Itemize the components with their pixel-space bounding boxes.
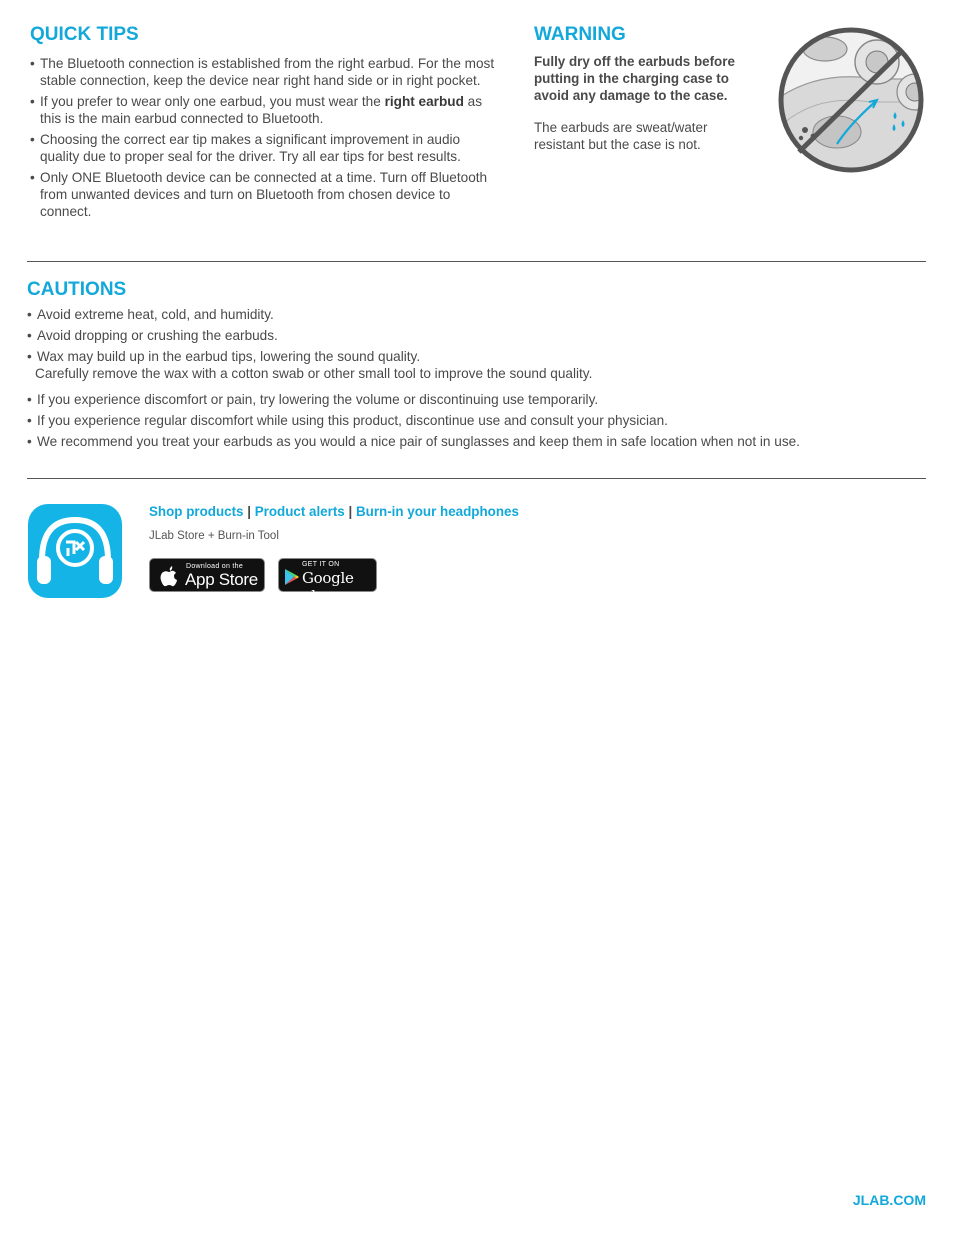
warning-bold-text: Fully dry off the earbuds before putting in the charging case to avoid any damage to the case. bbox=[534, 54, 735, 103]
google-play-icon bbox=[284, 568, 300, 586]
warning-text: The earbuds are sweat/water resistant but the case is not. bbox=[534, 120, 708, 152]
tip-text: If you prefer to wear only one earbud, you must wear the bbox=[40, 94, 385, 109]
quick-tips-list bbox=[30, 55, 500, 224]
warning-heading: WARNING bbox=[534, 24, 626, 45]
google-play-badge[interactable] bbox=[278, 558, 377, 605]
product-alerts-link[interactable]: Product alerts bbox=[254, 504, 345, 519]
section-divider bbox=[27, 478, 926, 479]
cautions-list bbox=[27, 306, 927, 454]
app-links bbox=[149, 504, 519, 519]
app-store-badge[interactable] bbox=[149, 558, 265, 592]
apple-icon bbox=[159, 564, 179, 588]
footer-brand[interactable]: JLAB.COM bbox=[852, 1192, 926, 1208]
cautions-heading: CAUTIONS bbox=[27, 279, 127, 300]
list-item bbox=[30, 93, 500, 127]
list-item: • Wax may build up in the earbud tips, lowering the sound quality. bbox=[27, 348, 927, 365]
list-item: • The Bluetooth connection is established from the right earbud. For the most stable connection, keep the device near right hand side or in right pocket. bbox=[30, 55, 500, 89]
list-item: • Only ONE Bluetooth device can be connected at a time. Turn off Bluetooth from unwanted devices and turn on Bluetooth from chosen device to connect. bbox=[30, 169, 500, 220]
app-store-small-text: Download on the bbox=[186, 563, 244, 570]
list-item-continued: Carefully remove the wax with a cotton swab or other small tool to improve the sound quality. bbox=[35, 366, 593, 381]
list-item: • If you experience discomfort or pain, try lowering the volume or discontinuing use temporarily. bbox=[27, 391, 927, 408]
app-subtitle: JLab Store + Burn-in Tool bbox=[149, 530, 279, 542]
quick-tips-heading: QUICK TIPS bbox=[30, 24, 139, 45]
google-play-big-text: Google play bbox=[302, 569, 354, 605]
link-separator: | bbox=[247, 504, 251, 519]
list-item: • Choosing the correct ear tip makes a significant improvement in audio quality due to proper seal for the driver. Try all ear tips for best results. bbox=[30, 131, 500, 165]
shop-products-link[interactable]: Shop products bbox=[149, 504, 244, 519]
section-divider bbox=[27, 261, 926, 262]
list-item: • Avoid dropping or crushing the earbuds. bbox=[27, 327, 927, 344]
list-item: • If you experience regular discomfort while using this product, discontinue use and consult your physician. bbox=[27, 412, 927, 429]
burn-in-link[interactable]: Burn-in your headphones bbox=[355, 504, 519, 519]
link-separator: | bbox=[348, 504, 353, 519]
list-item: • Avoid extreme heat, cold, and humidity. bbox=[27, 306, 927, 323]
no-wet-earbuds-illustration bbox=[775, 24, 927, 176]
google-play-small-text: GET IT ON bbox=[302, 561, 340, 568]
tip-bold-text: right earbud bbox=[384, 94, 464, 109]
tip-text: as this is the main earbud connected to Bluetooth. bbox=[40, 94, 483, 126]
app-store-big-text: App Store bbox=[185, 570, 258, 589]
jlab-app-icon[interactable] bbox=[28, 504, 122, 598]
list-item: • We recommend you treat your earbuds as you would a nice pair of sunglasses and keep them in safe location when not in use. bbox=[27, 433, 927, 450]
